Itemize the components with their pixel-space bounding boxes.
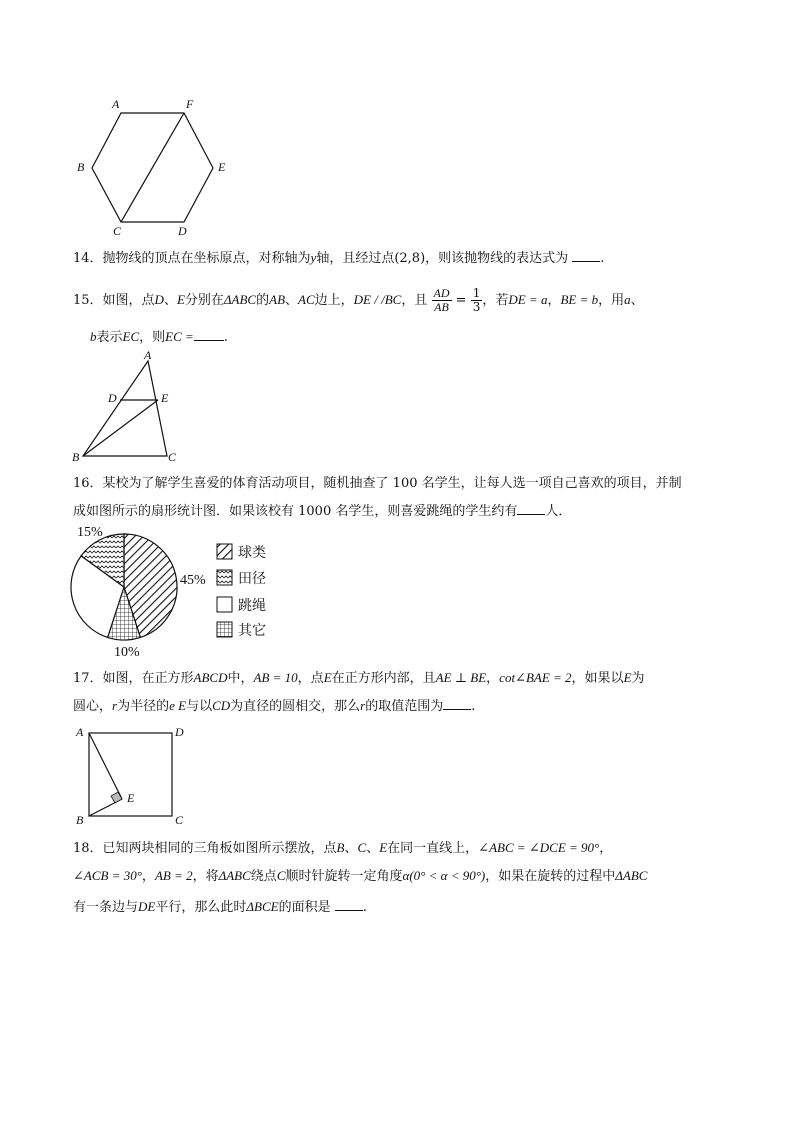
q18-var: B bbox=[336, 840, 345, 855]
tri-label-c: C bbox=[168, 450, 177, 464]
q15-text: 的 bbox=[256, 293, 270, 308]
pie-label-15: 15% bbox=[77, 525, 103, 540]
q15-text: 、 bbox=[163, 293, 177, 308]
q17-text: 与以 bbox=[186, 699, 213, 714]
q18-var: ΔABC bbox=[218, 868, 251, 883]
q14-text-b: 轴，且经过点(2,8)，则该抛物线的表达式为 bbox=[316, 251, 569, 266]
q15-var: AB bbox=[269, 292, 286, 307]
q17-var: CD bbox=[212, 698, 231, 713]
q15-vector: EC bbox=[122, 329, 140, 344]
q15-vector: EC = bbox=[165, 329, 194, 344]
q15-eq: = bbox=[455, 293, 467, 308]
q15-vector: a bbox=[624, 292, 631, 307]
q17-var: r bbox=[112, 698, 118, 713]
legend-label-track: 田径 bbox=[238, 571, 266, 587]
tri-label-a: A bbox=[144, 348, 152, 362]
q17-var: E bbox=[323, 670, 332, 685]
right-angle-mark bbox=[111, 792, 122, 803]
q18-var: DE bbox=[138, 899, 156, 914]
q18-text: 平行，那么此时 bbox=[155, 900, 247, 915]
q17-text: ， bbox=[486, 671, 500, 686]
q17-text: 在正方形内部，且 bbox=[331, 671, 436, 686]
hex-label-f: F bbox=[186, 97, 194, 111]
q18-text: 在同一直线上， bbox=[387, 841, 479, 856]
q16-text: 成如图所示的扇形统计图．如果该校有 1000 名学生，则喜爱跳绳的学生约有 bbox=[73, 504, 518, 519]
question-16-line1: 16．某校为了解学生喜爱的体育活动项目，随机抽查了 100 名学生，让每人选一项自己喜欢的项目，并制 bbox=[73, 476, 682, 491]
hex-label-b: B bbox=[77, 160, 85, 174]
q18-text: ，将 bbox=[192, 869, 219, 884]
q15-text: ，且 bbox=[401, 293, 428, 308]
q17-text: 17．如图，在正方形 bbox=[73, 671, 194, 686]
q18-var: C bbox=[357, 840, 367, 855]
q15-vector: DE = a bbox=[508, 292, 548, 307]
q17-text: 为 bbox=[631, 671, 645, 686]
question-18-line3 bbox=[73, 898, 367, 916]
q15-var: AC bbox=[298, 292, 315, 307]
q15-text: 、 bbox=[285, 293, 299, 308]
q15-text: 分别在 bbox=[184, 293, 224, 308]
hex-label-d: D bbox=[178, 224, 187, 238]
question-18-line2 bbox=[73, 868, 647, 885]
q16-text: 人． bbox=[545, 504, 572, 519]
q15-text: ，用 bbox=[598, 293, 625, 308]
tri-label-b: B bbox=[72, 450, 80, 464]
legend-label-other: 其它 bbox=[238, 623, 266, 639]
q17-var: E bbox=[623, 670, 632, 685]
q17-var: AE ⊥ BE bbox=[435, 670, 487, 685]
q18-var: C bbox=[276, 868, 286, 883]
q14-var-y: y bbox=[310, 250, 317, 265]
q15-vector: b bbox=[90, 329, 97, 344]
q17-text: 的取值范围为 bbox=[365, 699, 444, 714]
q18-end: . bbox=[362, 900, 367, 915]
q15-end: . bbox=[223, 330, 228, 345]
q15-var: E bbox=[176, 292, 185, 307]
sq-label-b: B bbox=[76, 813, 84, 827]
q15-var: ΔABC bbox=[223, 292, 257, 307]
hex-label-a: A bbox=[112, 97, 120, 111]
q15-text: 、 bbox=[630, 293, 644, 308]
q18-text: 的面积是 bbox=[278, 900, 331, 915]
q18-var: AB = 2 bbox=[154, 868, 193, 883]
sq-label-c: C bbox=[175, 813, 184, 827]
q17-var: AB = 10 bbox=[253, 670, 298, 685]
q18-answer-blank[interactable] bbox=[335, 898, 363, 911]
q15-var: D bbox=[154, 292, 164, 307]
q15-text: ，则 bbox=[139, 330, 166, 345]
question-18-line1 bbox=[73, 840, 612, 857]
sq-label-a: A bbox=[76, 725, 84, 739]
q18-text: 有一条边与 bbox=[73, 900, 139, 915]
q17-text: 为直径的圆相交，那么 bbox=[230, 699, 361, 714]
q18-text: 顺时针旋转一定角度 bbox=[285, 869, 403, 884]
segment-ae bbox=[89, 733, 122, 799]
hex-label-c: C bbox=[113, 224, 122, 238]
q17-var: cot∠BAE = 2 bbox=[499, 670, 572, 685]
q18-var: ΔABC bbox=[615, 868, 648, 883]
q18-var: ∠ABC = ∠DCE = 90° bbox=[478, 840, 600, 855]
q18-text: ， bbox=[599, 841, 613, 856]
frac-den: AB bbox=[434, 300, 449, 314]
q15-var: DE / /BC bbox=[353, 292, 402, 307]
q18-var: α(0° < α < 90°) bbox=[402, 868, 486, 883]
q18-text: 、 bbox=[344, 841, 358, 856]
q18-text: 绕点 bbox=[250, 869, 277, 884]
frac-den: 3 bbox=[472, 300, 481, 314]
tri-label-e: E bbox=[161, 391, 169, 405]
q15-vector: BE = b bbox=[560, 292, 599, 307]
q18-text: ， bbox=[141, 869, 155, 884]
q15-text: 表示 bbox=[96, 330, 123, 345]
q17-text: 为半径的 bbox=[117, 699, 170, 714]
hex-label-e: E bbox=[218, 160, 226, 174]
q17-text: ，如果以 bbox=[571, 671, 624, 686]
q18-var: ΔBCE bbox=[246, 899, 279, 914]
pie-label-45: 45% bbox=[180, 573, 206, 588]
q17-text: 圆心， bbox=[73, 699, 113, 714]
q14-text-a: 14．抛物线的顶点在坐标原点，对称轴为 bbox=[73, 251, 311, 266]
q17-text: 中， bbox=[227, 671, 254, 686]
q17-var: e E bbox=[169, 698, 187, 713]
q18-text: 、 bbox=[366, 841, 380, 856]
q17-text: ，点 bbox=[297, 671, 324, 686]
q15-text: 边上， bbox=[314, 293, 354, 308]
legend-label-balls: 球类 bbox=[238, 545, 266, 561]
pie-label-10: 10% bbox=[114, 645, 140, 660]
q18-text: 18．已知两块相同的三角板如图所示摆放，点 bbox=[73, 841, 337, 856]
q15-text: 15．如图，点 bbox=[73, 293, 155, 308]
legend-label-rope: 跳绳 bbox=[238, 598, 266, 614]
q18-var: ∠ACB = 30° bbox=[73, 868, 142, 883]
q17-end: . bbox=[471, 699, 476, 714]
tri-label-d: D bbox=[108, 391, 117, 405]
q18-text: ，如果在旋转的过程中 bbox=[485, 869, 616, 884]
q17-var: ABCD bbox=[193, 670, 228, 685]
frac-num: 1 bbox=[472, 286, 481, 300]
q18-var: E bbox=[379, 840, 388, 855]
frac-num: AD bbox=[433, 286, 450, 300]
q14-end: . bbox=[600, 251, 605, 266]
sq-label-d: D bbox=[175, 725, 184, 739]
q15-text: ， bbox=[547, 293, 561, 308]
q17-var: r bbox=[360, 698, 366, 713]
sq-label-e: E bbox=[127, 791, 135, 805]
q15-text: ，若 bbox=[482, 293, 509, 308]
